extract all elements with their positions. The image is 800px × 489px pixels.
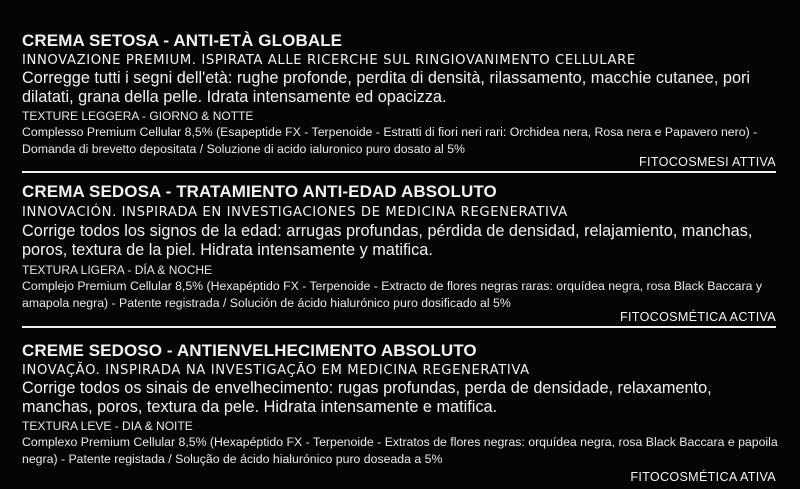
- section-title: CREMA SETOSA - ANTI-ETÀ GLOBALE: [22, 31, 343, 50]
- section-subtitle: INNOVAZIONE PREMIUM. ISPIRATA ALLE RICERCHE SUL RINGIOVANIMENTO CELLULARE: [22, 53, 636, 68]
- section-subtitle: INOVAÇÃO. INSPIRADA NA INVESTIGAÇÃO EM MEDICINA REGENERATIVA: [22, 363, 530, 378]
- active-tag: FITOCOSMESI ATTIVA: [639, 155, 776, 169]
- active-tag: FITOCOSMÉTICA ATIVA: [630, 470, 776, 484]
- section-divider: [22, 326, 776, 328]
- section-italian: [0, 0, 800, 175]
- section-portuguese: [0, 334, 800, 489]
- section-title: CREME SEDOSO - ANTIENVELHECIMENTO ABSOLUTO: [22, 341, 477, 360]
- section-spanish: [0, 176, 800, 333]
- ingredients-text: Complexo Premium Cellular 8,5% (Hexapéptido FX - Terpenoide - Extratos de flores negras: orquídea negra, rosa Black Baccara e papoila negra) - Patente registada / Solução de ácido hialurónico puro doseada a 5%: [22, 435, 778, 466]
- texture-label: TEXTURE LEGGERA - GIORNO & NOTTE: [22, 109, 254, 123]
- section-title: CREMA SEDOSA - TRATAMIENTO ANTI-EDAD ABSOLUTO: [22, 182, 497, 201]
- section-body: Corrige todos los signos de la edad: arrugas profundas, pérdida de densidad, relajamiento, manchas, poros, textura de la piel. Hidrata intensamente y matifica.: [22, 222, 753, 259]
- section-divider: [22, 171, 776, 173]
- ingredients-text: Complejo Premium Cellular 8,5% (Hexapéptido FX - Terpenoide - Extracto de flores negras raras: orquídea negra, rosa Black Baccara y amapola negra) - Patente registrada / Solución de ácido hialurónico puro dosificado al 5%: [22, 279, 762, 310]
- ingredients-text: Complesso Premium Cellular 8,5% (Esapeptide FX - Terpenoide - Estratti di fiori neri rari: Orchidea nera, Rosa nera e Papavero nero) - Domanda di brevetto depositata / Soluzione di acido ialuronico puro dosato al 5%: [22, 125, 758, 156]
- active-tag: FITOCOSMÉTICA ACTIVA: [620, 310, 776, 324]
- texture-label: TEXTURA LEVE - DIA & NOITE: [22, 419, 193, 433]
- section-body: Corrige todos os sinais de envelhecimento: rugas profundas, perda de densidade, relaxamento, manchas, poros, textura da pele. Hidrata intensamente e matifica.: [22, 379, 712, 416]
- texture-label: TEXTURA LIGERA - DÍA & NOCHE: [22, 263, 213, 277]
- section-subtitle: INNOVACIÓN. INSPIRADA EN INVESTIGACIONES DE MEDICINA REGENERATIVA: [22, 205, 568, 220]
- section-body: Corregge tutti i segni dell'età: rughe profonde, perdita di densità, rilassamento, macchie cutanee, pori dilatati, grana della pelle. Idrata intensamente ed opacizza.: [22, 69, 751, 106]
